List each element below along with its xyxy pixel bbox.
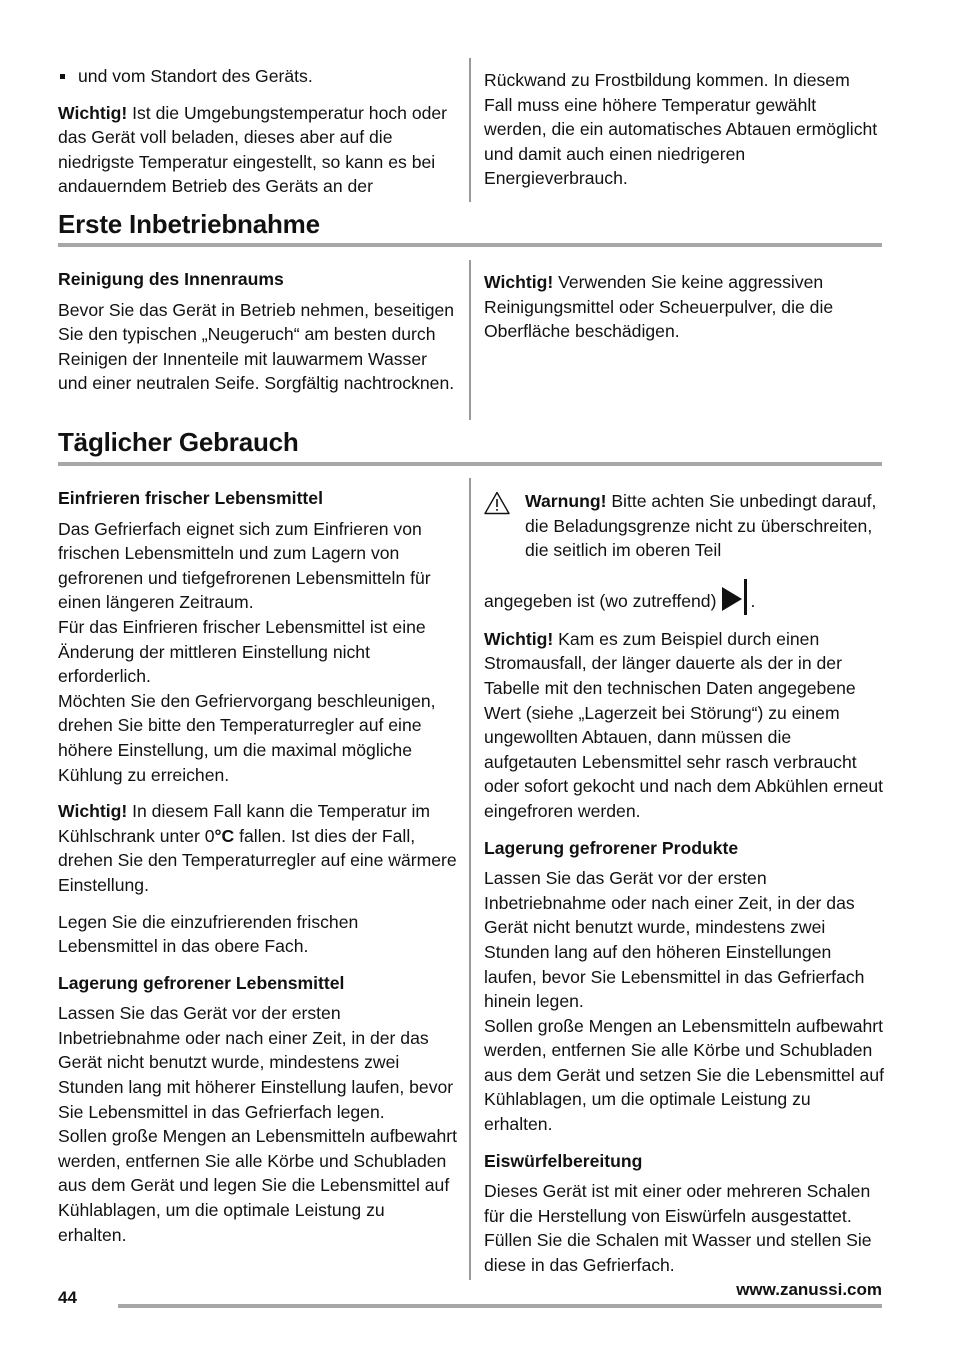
section-title-erste-inbetriebnahme: Erste Inbetriebnahme [58, 209, 320, 239]
subheading-reinigung: Reinigung des Innenraums [58, 269, 284, 289]
important-label: Wichtig! [484, 628, 554, 649]
important-note: Wichtig! Ist die Umgebungstemperatur hoch oder das Gerät voll beladen, dieses aber auf die niedrigste Temperatur eingestellt, so kann es bei andauerndem Betrieb des Geräts an der [58, 102, 448, 197]
paragraph: Das Gefrierfach eignet sich zum Einfrieren von frischen Lebensmitteln und zum Lagern von gefrorenen und tiefgefrorenen Lebensmitteln für einen längeren Zeitraum. [58, 518, 431, 613]
section-rule [58, 243, 882, 247]
section-title-taeglicher-gebrauch: Täglicher Gebrauch [58, 427, 299, 457]
important-label: Wichtig! [58, 801, 128, 822]
paragraph: angegeben ist (wo zutreffend) . [484, 579, 884, 615]
paragraph: Bevor Sie das Gerät in Betrieb nehmen, beseitigen Sie den typischen „Neugeruch“ am besten durch Reinigen der Innenteile mit lauwarmem Wasser und einer neutralen Seife. Sorgfältig nachtrocknen. [58, 299, 455, 394]
column-divider [469, 260, 471, 420]
paragraph: Lassen Sie das Gerät vor der ersten Inbetriebnahme oder nach einer Zeit, in der das Gerät nicht benutzt wurde, mindestens zwei Stunden lang auf den höheren Einstellungen laufen, bevor Sie Lebensmittel in das Gefrierfach hinein legen. [484, 868, 865, 1012]
erste-left-column [58, 267, 456, 396]
paragraph: Rückwand zu Frostbildung kommen. In diesem Fall muss eine höhere Temperatur gewählt werden, die ein automatisches Abtauen ermöglicht und damit auch einen niedrigeren Energieverbrauch. [484, 70, 878, 189]
paragraph: Möchten Sie den Gefriervorgang beschleunigen, drehen Sie bitte den Temperaturregler auf eine höhere Einstellung, um die maximal mögliche Kühlung zu erreichen. [58, 690, 436, 785]
top-right-column [484, 68, 882, 191]
paragraph: Dieses Gerät ist mit einer oder mehreren Schalen für die Herstellung von Eiswürfeln ausgestattet. Füllen Sie die Schalen mit Wasser und stellen Sie diese in das Gefrierfach. [484, 1181, 872, 1276]
important-note: Wichtig! In diesem Fall kann die Temperatur im Kühlschrank unter 0°C fallen. Ist dies der Fall, drehen Sie den Temperaturregler auf eine wärmere Einstellung. [58, 801, 457, 895]
footer-url: www.zanussi.com [736, 1280, 882, 1299]
taeglich-right-column [484, 489, 884, 1278]
important-note: Wichtig! Kam es zum Beispiel durch einen Stromausfall, der länger dauerte als der in der Tabelle mit den technischen Daten angegebene Wert (siehe „Lagerzeit bei Störung“) zu einem ungewollten Abtauen, dann müssen die aufgetauten Lebensmittel sehr rasch verbraucht oder sofort gekocht und nach dem Abkühlen erneut eingefroren werden. [484, 628, 884, 821]
page-number: 44 [58, 1288, 77, 1307]
paragraph: Sollen große Mengen an Lebensmitteln aufbewahrt werden, entfernen Sie alle Körbe und Schubladen aus dem Gerät und legen Sie die Lebensmittel auf Kühlablagen, um die optimale Leistung zu erhalten. [58, 1126, 458, 1245]
subheading-einfrieren: Einfrieren frischer Lebensmittel [58, 488, 323, 508]
warning-label: Warnung! [525, 491, 607, 511]
column-divider [469, 478, 471, 1280]
important-note: Wichtig! Verwenden Sie keine aggressiven Reinigungsmittel oder Scheuerpulver, die die Oberfläche beschädigen. [484, 272, 834, 342]
paragraph: Legen Sie die einzufrierenden frischen Lebensmittel in das obere Fach. [58, 911, 359, 957]
bullet-item: und vom Standort des Geräts. [58, 64, 456, 89]
load-limit-icon [720, 579, 750, 615]
footer-rule [118, 1304, 882, 1308]
section-rule [58, 462, 882, 466]
warning-note: Warnung! Bitte achten Sie unbedingt darauf, die Beladungsgrenze nicht zu überschreiten, die seitlich im oberen Teil [484, 489, 884, 563]
subheading-lagerung-produkte: Lagerung gefrorener Produkte [484, 837, 739, 858]
column-divider [469, 58, 471, 202]
top-left-column [58, 64, 456, 199]
important-label: Wichtig! [484, 272, 554, 292]
subheading-eiswuerfel: Eiswürfelbereitung [484, 1150, 643, 1171]
paragraph: Lassen Sie das Gerät vor der ersten Inbetriebnahme oder nach einer Zeit, in der das Gerät nicht benutzt wurde, mindestens zwei Stunden lang mit höherer Einstellung laufen, bevor Sie Lebensmittel in das Gefrierfach legen. [58, 1003, 454, 1122]
subheading-lagerung-lebensmittel: Lagerung gefrorener Lebensmittel [58, 972, 345, 993]
paragraph: Für das Einfrieren frischer Lebensmittel ist eine Änderung der mittleren Einstellung nicht erforderlich. [58, 616, 426, 687]
erste-right-column [484, 270, 882, 344]
important-label: Wichtig! [58, 102, 128, 123]
degree-unit: °C [214, 825, 235, 846]
paragraph: Sollen große Mengen an Lebensmitteln aufbewahrt werden, entfernen Sie alle Körbe und Schubladen aus dem Gerät und setzen Sie die Lebensmittel auf Kühlablagen, um die optimale Leistung zu erhalten. [484, 1015, 885, 1135]
warning-triangle-icon [484, 491, 510, 515]
taeglich-left-column [58, 486, 458, 1247]
